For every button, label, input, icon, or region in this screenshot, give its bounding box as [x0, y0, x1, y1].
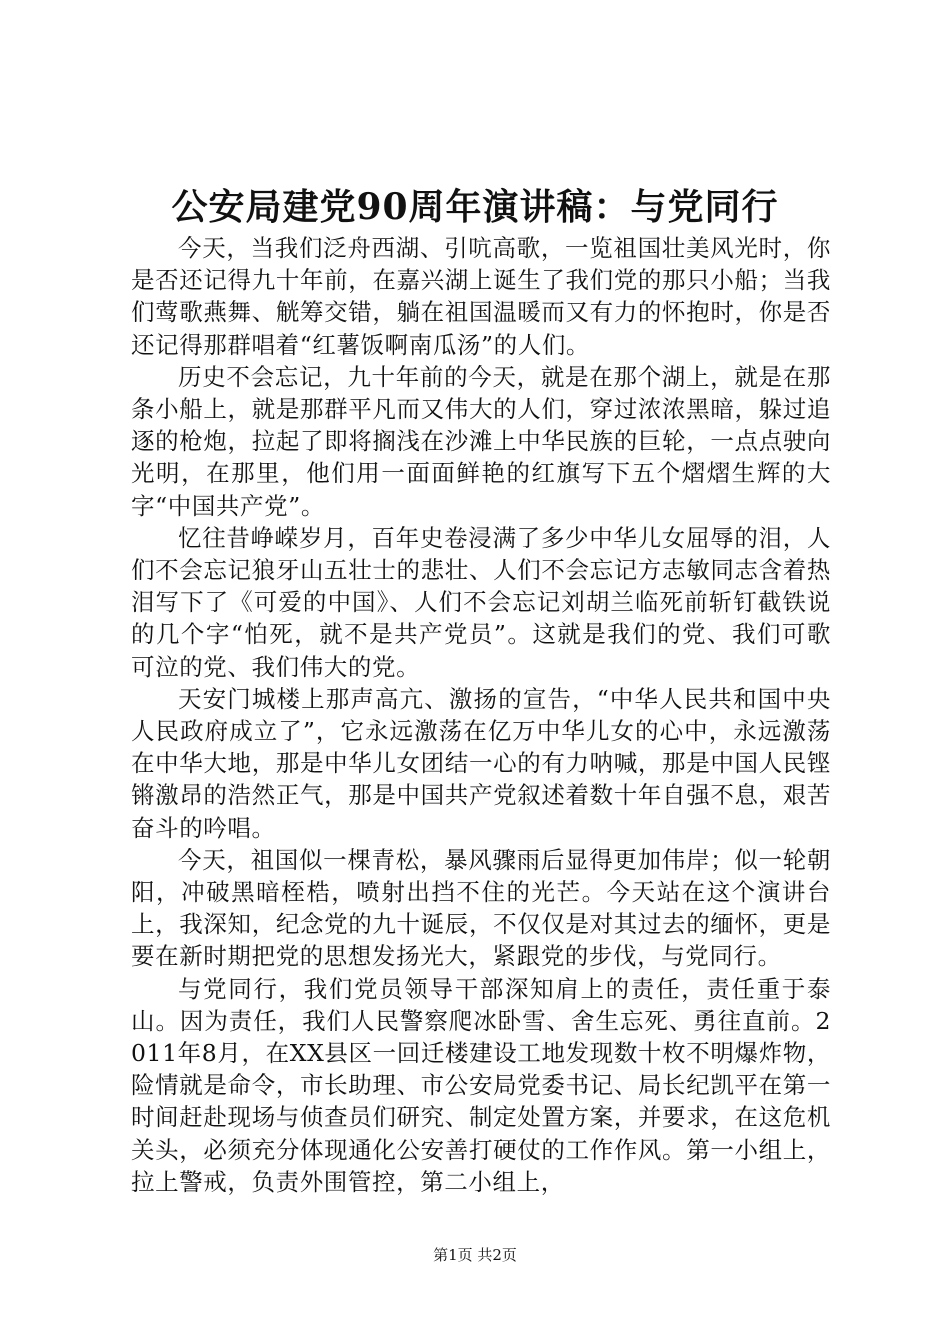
paragraph-1: 今天，当我们泛舟西湖、引吭高歌，一览祖国壮美风光时，你是否还记得九十年前，在嘉兴湖上诞生了我们党的那只小船；当我们莺歌燕舞、觥筹交错，躺在祖国温暖而又有力的怀抱时，你是否还记得那群唱着“红薯饭啊南瓜汤”的人们。 — [131, 234, 831, 359]
document-title: 公安局建党90周年演讲稿：与党同行 — [171, 186, 779, 228]
paragraph-6: 与党同行，我们党员领导干部深知肩上的责任，责任重于泰山。因为责任，我们人民警察爬冰卧雪、舍生忘死、勇往直前。2011年8月，在XX县区一回迁楼建设工地发现数十枚不明爆炸物，险情就是命令，市长助理、市公安局党委书记、局长纪凯平在第一时间赶赴现场与侦查员们研究、制定处置方案，并要求，在这危机关头，必须充分体现通化公安善打硬仗的工作作风。第一小组上，拉上警戒，负责外围管控，第二小组上， — [131, 974, 831, 1196]
document-body — [131, 232, 831, 1198]
page-footer: 第1页 共2页 — [433, 1246, 517, 1264]
paragraph-3: 忆往昔峥嵘岁月，百年史卷浸满了多少中华儿女屈辱的泪，人们不会忘记狼牙山五壮士的悲壮、人们不会忘记方志敏同志含着热泪写下了《可爱的中国》、人们不会忘记刘胡兰临死前斩钉截铁说的几个字“怕死，就不是共产党员”。这就是我们的党、我们可歌可泣的党、我们伟大的党。 — [131, 523, 831, 681]
paragraph-4: 天安门城楼上那声高亢、激扬的宣告，“中华人民共和国中央人民政府成立了”，它永远激荡在亿万中华儿女的心中，永远激荡在中华大地，那是中华儿女团结一心的有力呐喊，那是中国人民铿锵激昂的浩然正气，那是中国共产党叙述着数十年自强不息，艰苦奋斗的吟唱。 — [131, 684, 831, 842]
paragraph-2: 历史不会忘记，九十年前的今天，就是在那个湖上，就是在那条小船上，就是那群平凡而又伟大的人们，穿过浓浓黑暗，躲过追逐的枪炮，拉起了即将搁浅在沙滩上中华民族的巨轮，一点点驶向光明，在那里，他们用一面面鲜艳的红旗写下五个熠熠生辉的大字“中国共产党”。 — [131, 362, 831, 520]
paragraph-5: 今天，祖国似一棵青松，暴风骤雨后显得更加伟岸；似一轮朝阳，冲破黑暗桎梏，喷射出挡不住的光芒。今天站在这个演讲台上，我深知，纪念党的九十诞辰，不仅仅是对其过去的缅怀，更是要在新时期把党的思想发扬光大，紧跟党的步伐，与党同行。 — [131, 845, 831, 971]
